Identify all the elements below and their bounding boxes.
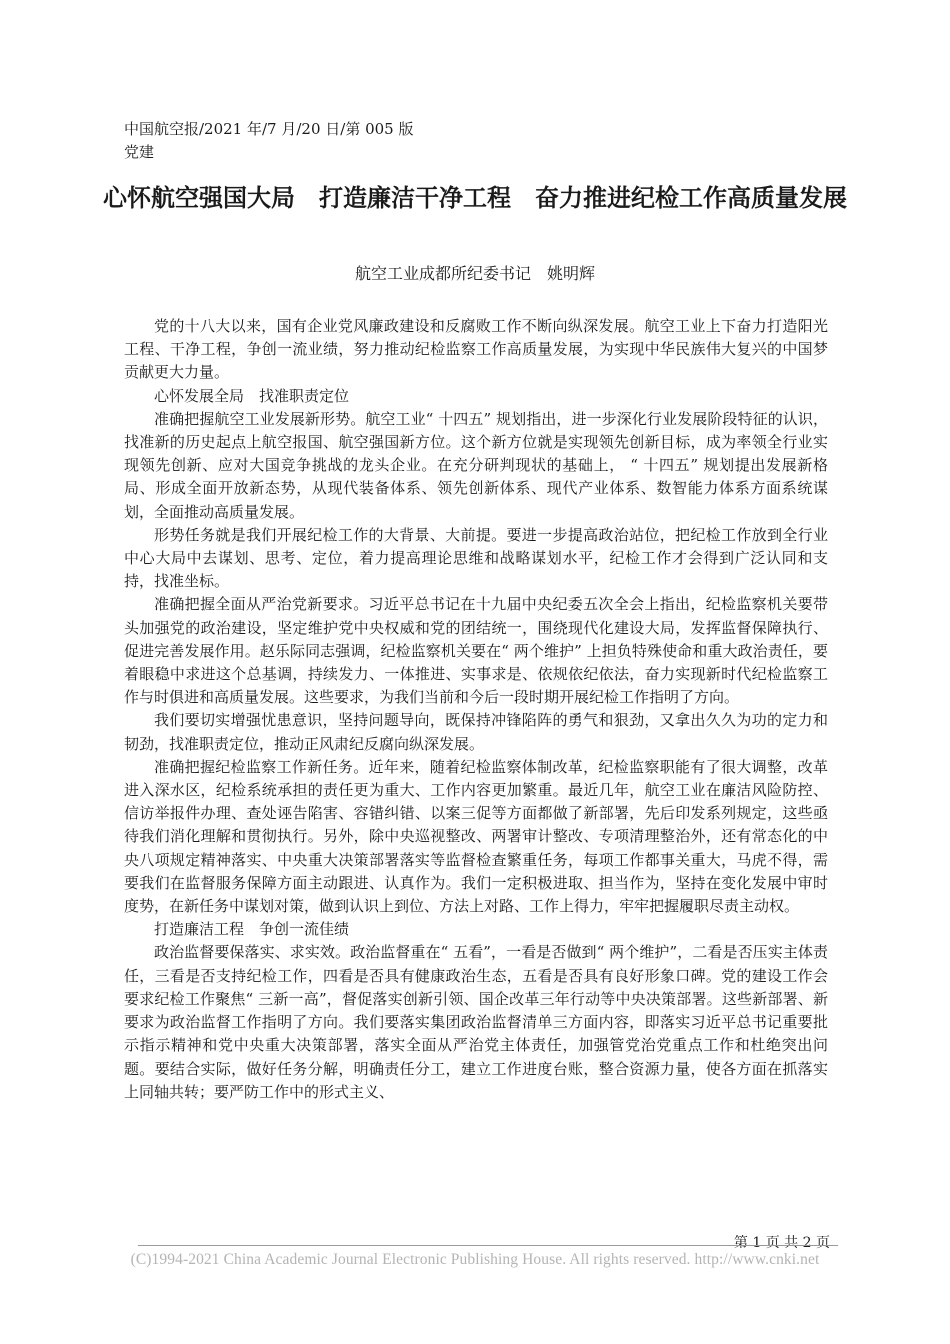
copyright-footer: (C)1994-2021 China Academic Journal Electronic Publishing House. All rights reserved. http://www.cnki.net	[130, 1251, 820, 1268]
source-line: 中国航空报/2021 年/7 月/20 日/第 005 版党建	[124, 120, 414, 161]
author-byline: 航空工业成都所纪委书记 姚明辉	[354, 264, 595, 283]
paragraph: 准确把握全面从严治党新要求。习近平总书记在十九届中央纪委五次全会上指出，纪检监察机关要带头加强党的政治建设，坚定维护党中央权威和党的团结统一，围绕现代化建设大局，发挥监督保障执行、促进完善发展作用。赵乐际同志强调，纪检监察机关要在“ 两个维护” 上担负特殊使命和重大政治责任，要着眼稳中求进这个总基调，持续发力、一体推进、实事求是、依规依纪依法，奋力实现新时代纪检监察工作与时俱进和高质量发展。这些要求，为我们当前和今后一段时期开展纪检工作指明了方向。	[124, 595, 828, 707]
paragraph: 政治监督要保落实、求实效。政治监督重在“ 五看”，一看是否做到“ 两个维护”，二看是否压实主体责任，三看是否支持纪检工作，四看是否具有健康政治生态，五看是否具有良好形象口碑。党的建设工作会要求纪检工作聚焦“ 三新一高”，督促落实创新引领、国企改革三年行动等中央决策部署。这些新部署、新要求为政治监督工作指明了方向。我们要落实集团政治监督清单三方面内容，即落实习近平总书记重要批示指示精神和党中央重大决策部署，落实全面从严治党主体责任，加强管党治党重点工作和杜绝突出问题。要结合实际，做好任务分解，明确责任分工，建立工作进度台账，整合资源力量，使各方面在抓落实上同轴共转；要严防工作中的形式主义、	[124, 943, 828, 1101]
page-number: 第 1 页 共 2 页	[733, 1235, 830, 1251]
paragraph: 党的十八大以来，国有企业党风廉政建设和反腐败工作不断向纵深发展。航空工业上下奋力打造阳光工程、干净工程，争创一流业绩，努力推动纪检监察工作高质量发展，为实现中华民族伟大复兴的中国梦贡献更大力量。	[124, 317, 828, 382]
article-title: 心怀航空强国大局 打造廉洁干净工程 奋力推进纪检工作高质量发展	[103, 184, 847, 212]
paragraph: 准确把握航空工业发展新形势。航空工业“ 十四五” 规划指出，进一步深化行业发展阶段特征的认识，找准新的历史起点上航空报国、航空强国新方位。这个新方位就是实现领先创新目标，成为率领全行业实现领先创新、应对大国竞争挑战的龙头企业。在充分研判现状的基础上， “ 十四五” 规划提出发展新格局、形成全面开放新态势，从现代装备体系、领先创新体系、现代产业体系、数智能力体系方面系统谋划，全面推动高质量发展。	[124, 409, 828, 521]
paragraph: 准确把握纪检监察工作新任务。近年来，随着纪检监察体制改革，纪检监察职能有了很大调整，改革进入深水区，纪检系统承担的责任更为重大、工作内容更加繁重。最近几年，航空工业在廉洁风险防控、信访举报件办理、查处诬告陷害、容错纠错、以案三促等方面都做了新部署，先后印发系列规定，这些亟待我们消化理解和贯彻执行。另外，除中央巡视整改、两署审计整改、专项清理整治外，还有常态化的中央八项规定精神落实、中央重大决策部署落实等监督检查繁重任务，每项工作都事关重大，马虎不得，需要我们在监督服务保障方面主动跟进、认真作为。我们一定积极进取、担当作为，坚持在变化发展中审时度势，在新任务中谋划对策，做到认识上到位、方法上对路、工作上得力，牢牢把握履职尽责主动权。	[124, 757, 828, 916]
paragraph: 形势任务就是我们开展纪检工作的大背景、大前提。要进一步提高政治站位，把纪检工作放到全行业中心大局中去谋划、思考、定位，着力提高理论思维和战略谋划水平，纪检工作才会得到广泛认同和支持，找准坐标。	[124, 525, 828, 591]
footer-divider	[138, 1245, 838, 1246]
paragraph: 我们要切实增强忧患意识，坚持问题导向，既保持冲锋陷阵的勇气和狠劲，又拿出久久为功的定力和韧劲，找准职责定位，推动正风肃纪反腐向纵深发展。	[124, 711, 828, 753]
section-heading: 打造廉洁工程 争创一流佳绩	[154, 920, 350, 939]
section-heading: 心怀发展全局 找准职责定位	[154, 386, 350, 405]
article-body	[124, 315, 828, 1104]
